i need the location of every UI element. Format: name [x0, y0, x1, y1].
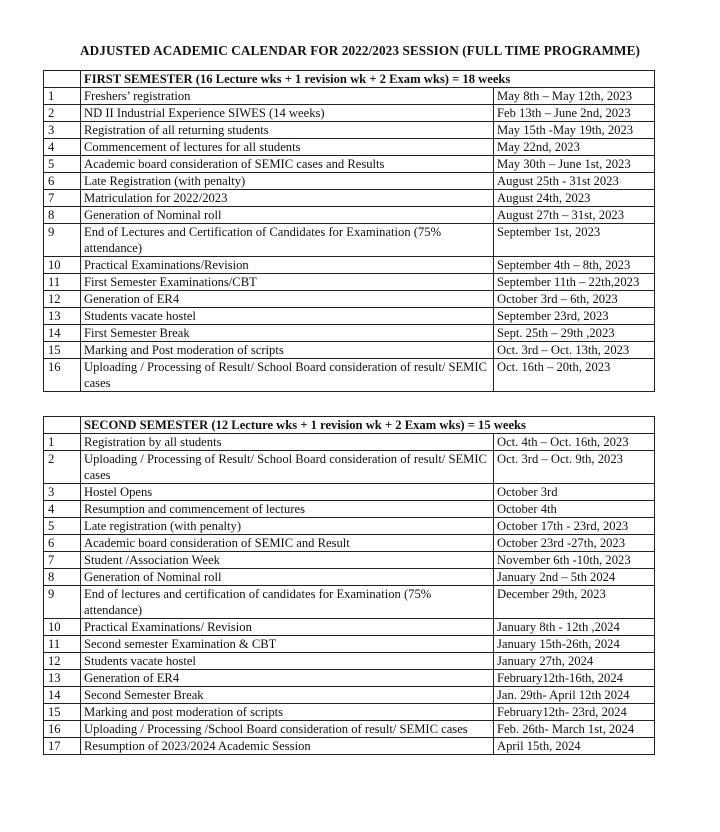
date-cell: February12th- 23rd, 2024	[494, 704, 655, 721]
table-row	[44, 88, 655, 105]
table-row	[44, 687, 655, 704]
activity-cell: First Semester Examinations/CBT	[81, 274, 494, 291]
activity-cell: Late registration (with penalty)	[81, 518, 494, 535]
activity-cell: Practical Examinations/Revision	[81, 257, 494, 274]
date-cell: May 30th – June 1st, 2023	[494, 156, 655, 173]
table-row	[44, 156, 655, 173]
row-number: 13	[44, 670, 81, 687]
row-number: 14	[44, 325, 81, 342]
activity-cell: Academic board consideration of SEMIC and Result	[81, 535, 494, 552]
table-row	[44, 721, 655, 738]
activity-cell: End of Lectures and Certification of Candidates for Examination (75% attendance)	[81, 224, 494, 257]
table-header-row	[44, 417, 655, 434]
activity-cell: Matriculation for 2022/2023	[81, 190, 494, 207]
row-number: 5	[44, 518, 81, 535]
date-cell: August 24th, 2023	[494, 190, 655, 207]
date-cell: Sept. 25th – 29th ,2023	[494, 325, 655, 342]
activity-cell: Marking and Post moderation of scripts	[81, 342, 494, 359]
row-number: 1	[44, 434, 81, 451]
row-number: 11	[44, 274, 81, 291]
date-cell: January 15th-26th, 2024	[494, 636, 655, 653]
table-row	[44, 257, 655, 274]
activity-cell: End of lectures and certification of candidates for Examination (75% attendance)	[81, 586, 494, 619]
table-row	[44, 122, 655, 139]
table-row	[44, 105, 655, 122]
date-cell: January 27th, 2024	[494, 653, 655, 670]
activity-cell: ND II Industrial Experience SIWES (14 weeks)	[81, 105, 494, 122]
date-cell: October 17th - 23rd, 2023	[494, 518, 655, 535]
date-cell: Oct. 3rd – Oct. 9th, 2023	[494, 451, 655, 484]
row-number: 13	[44, 308, 81, 325]
date-cell: January 2nd – 5th 2024	[494, 569, 655, 586]
date-cell: August 25th - 31st 2023	[494, 173, 655, 190]
table-row	[44, 586, 655, 619]
table-row	[44, 190, 655, 207]
header-number-cell	[44, 71, 81, 88]
row-number: 15	[44, 704, 81, 721]
header-number-cell	[44, 417, 81, 434]
activity-cell: Hostel Opens	[81, 484, 494, 501]
row-number: 15	[44, 342, 81, 359]
activity-cell: Practical Examinations/ Revision	[81, 619, 494, 636]
date-cell: October 3rd	[494, 484, 655, 501]
date-cell: May 15th -May 19th, 2023	[494, 122, 655, 139]
row-number: 7	[44, 552, 81, 569]
table-row	[44, 619, 655, 636]
table-row	[44, 308, 655, 325]
activity-cell: Students vacate hostel	[81, 653, 494, 670]
table-row	[44, 139, 655, 156]
table-row	[44, 501, 655, 518]
date-cell: September 4th – 8th, 2023	[494, 257, 655, 274]
second-semester-table	[43, 416, 655, 755]
row-number: 9	[44, 224, 81, 257]
date-cell: September 23rd, 2023	[494, 308, 655, 325]
table-row	[44, 653, 655, 670]
activity-cell: Second Semester Break	[81, 687, 494, 704]
date-cell: December 29th, 2023	[494, 586, 655, 619]
table-row	[44, 173, 655, 190]
row-number: 7	[44, 190, 81, 207]
activity-cell: Generation of Nominal roll	[81, 207, 494, 224]
date-cell: October 4th	[494, 501, 655, 518]
table-row	[44, 704, 655, 721]
row-number: 8	[44, 569, 81, 586]
row-number: 10	[44, 619, 81, 636]
table-row	[44, 518, 655, 535]
row-number: 17	[44, 738, 81, 755]
table-row	[44, 484, 655, 501]
activity-cell: Late Registration (with penalty)	[81, 173, 494, 190]
activity-cell: Resumption of 2023/2024 Academic Session	[81, 738, 494, 755]
row-number: 4	[44, 501, 81, 518]
second-semester-heading: SECOND SEMESTER (12 Lecture wks + 1 revision wk + 2 Exam wks) = 15 weeks	[81, 417, 655, 434]
table-row	[44, 224, 655, 257]
table-row	[44, 535, 655, 552]
activity-cell: Commencement of lectures for all students	[81, 139, 494, 156]
date-cell: Jan. 29th- April 12th 2024	[494, 687, 655, 704]
table-row	[44, 636, 655, 653]
date-cell: August 27th – 31st, 2023	[494, 207, 655, 224]
date-cell: February12th-16th, 2024	[494, 670, 655, 687]
activity-cell: Freshers’ registration	[81, 88, 494, 105]
row-number: 16	[44, 721, 81, 738]
row-number: 12	[44, 291, 81, 308]
row-number: 11	[44, 636, 81, 653]
activity-cell: Registration of all returning students	[81, 122, 494, 139]
date-cell: October 23rd -27th, 2023	[494, 535, 655, 552]
activity-cell: Registration by all students	[81, 434, 494, 451]
date-cell: May 8th – May 12th, 2023	[494, 88, 655, 105]
row-number: 6	[44, 173, 81, 190]
date-cell: Oct. 4th – Oct. 16th, 2023	[494, 434, 655, 451]
table-row	[44, 291, 655, 308]
row-number: 1	[44, 88, 81, 105]
row-number: 2	[44, 105, 81, 122]
date-cell: November 6th -10th, 2023	[494, 552, 655, 569]
first-semester-table	[43, 70, 655, 392]
activity-cell: Student /Association Week	[81, 552, 494, 569]
row-number: 9	[44, 586, 81, 619]
activity-cell: Generation of Nominal roll	[81, 569, 494, 586]
table-row	[44, 325, 655, 342]
row-number: 3	[44, 484, 81, 501]
first-semester-heading: FIRST SEMESTER (16 Lecture wks + 1 revision wk + 2 Exam wks) = 18 weeks	[81, 71, 655, 88]
row-number: 14	[44, 687, 81, 704]
table-row	[44, 342, 655, 359]
row-number: 5	[44, 156, 81, 173]
date-cell: September 11th – 22th,2023	[494, 274, 655, 291]
activity-cell: Resumption and commencement of lectures	[81, 501, 494, 518]
activity-cell: Academic board consideration of SEMIC cases and Results	[81, 156, 494, 173]
date-cell: Oct. 3rd – Oct. 13th, 2023	[494, 342, 655, 359]
row-number: 16	[44, 359, 81, 392]
date-cell: January 8th - 12th ,2024	[494, 619, 655, 636]
activity-cell: Uploading / Processing /School Board consideration of result/ SEMIC cases	[81, 721, 494, 738]
activity-cell: Generation of ER4	[81, 291, 494, 308]
date-cell: Feb 13th – June 2nd, 2023	[494, 105, 655, 122]
page-title: ADJUSTED ACADEMIC CALENDAR FOR 2022/2023 SESSION (FULL TIME PROGRAMME)	[80, 43, 640, 58]
table-row	[44, 207, 655, 224]
table-header-row	[44, 71, 655, 88]
date-cell: October 3rd – 6th, 2023	[494, 291, 655, 308]
activity-cell: Marking and post moderation of scripts	[81, 704, 494, 721]
activity-cell: Students vacate hostel	[81, 308, 494, 325]
table-row	[44, 451, 655, 484]
row-number: 4	[44, 139, 81, 156]
activity-cell: First Semester Break	[81, 325, 494, 342]
activity-cell: Uploading / Processing of Result/ School Board consideration of result/ SEMIC cases	[81, 359, 494, 392]
table-row	[44, 434, 655, 451]
table-row	[44, 359, 655, 392]
date-cell: Feb. 26th- March 1st, 2024	[494, 721, 655, 738]
table-row	[44, 670, 655, 687]
row-number: 12	[44, 653, 81, 670]
row-number: 8	[44, 207, 81, 224]
date-cell: Oct. 16th – 20th, 2023	[494, 359, 655, 392]
row-number: 6	[44, 535, 81, 552]
row-number: 3	[44, 122, 81, 139]
activity-cell: Uploading / Processing of Result/ School Board consideration of result/ SEMIC cases	[81, 451, 494, 484]
date-cell: April 15th, 2024	[494, 738, 655, 755]
activity-cell: Second semester Examination & CBT	[81, 636, 494, 653]
row-number: 10	[44, 257, 81, 274]
row-number: 2	[44, 451, 81, 484]
date-cell: May 22nd, 2023	[494, 139, 655, 156]
date-cell: September 1st, 2023	[494, 224, 655, 257]
table-row	[44, 274, 655, 291]
table-row	[44, 552, 655, 569]
activity-cell: Generation of ER4	[81, 670, 494, 687]
table-row	[44, 569, 655, 586]
table-row	[44, 738, 655, 755]
